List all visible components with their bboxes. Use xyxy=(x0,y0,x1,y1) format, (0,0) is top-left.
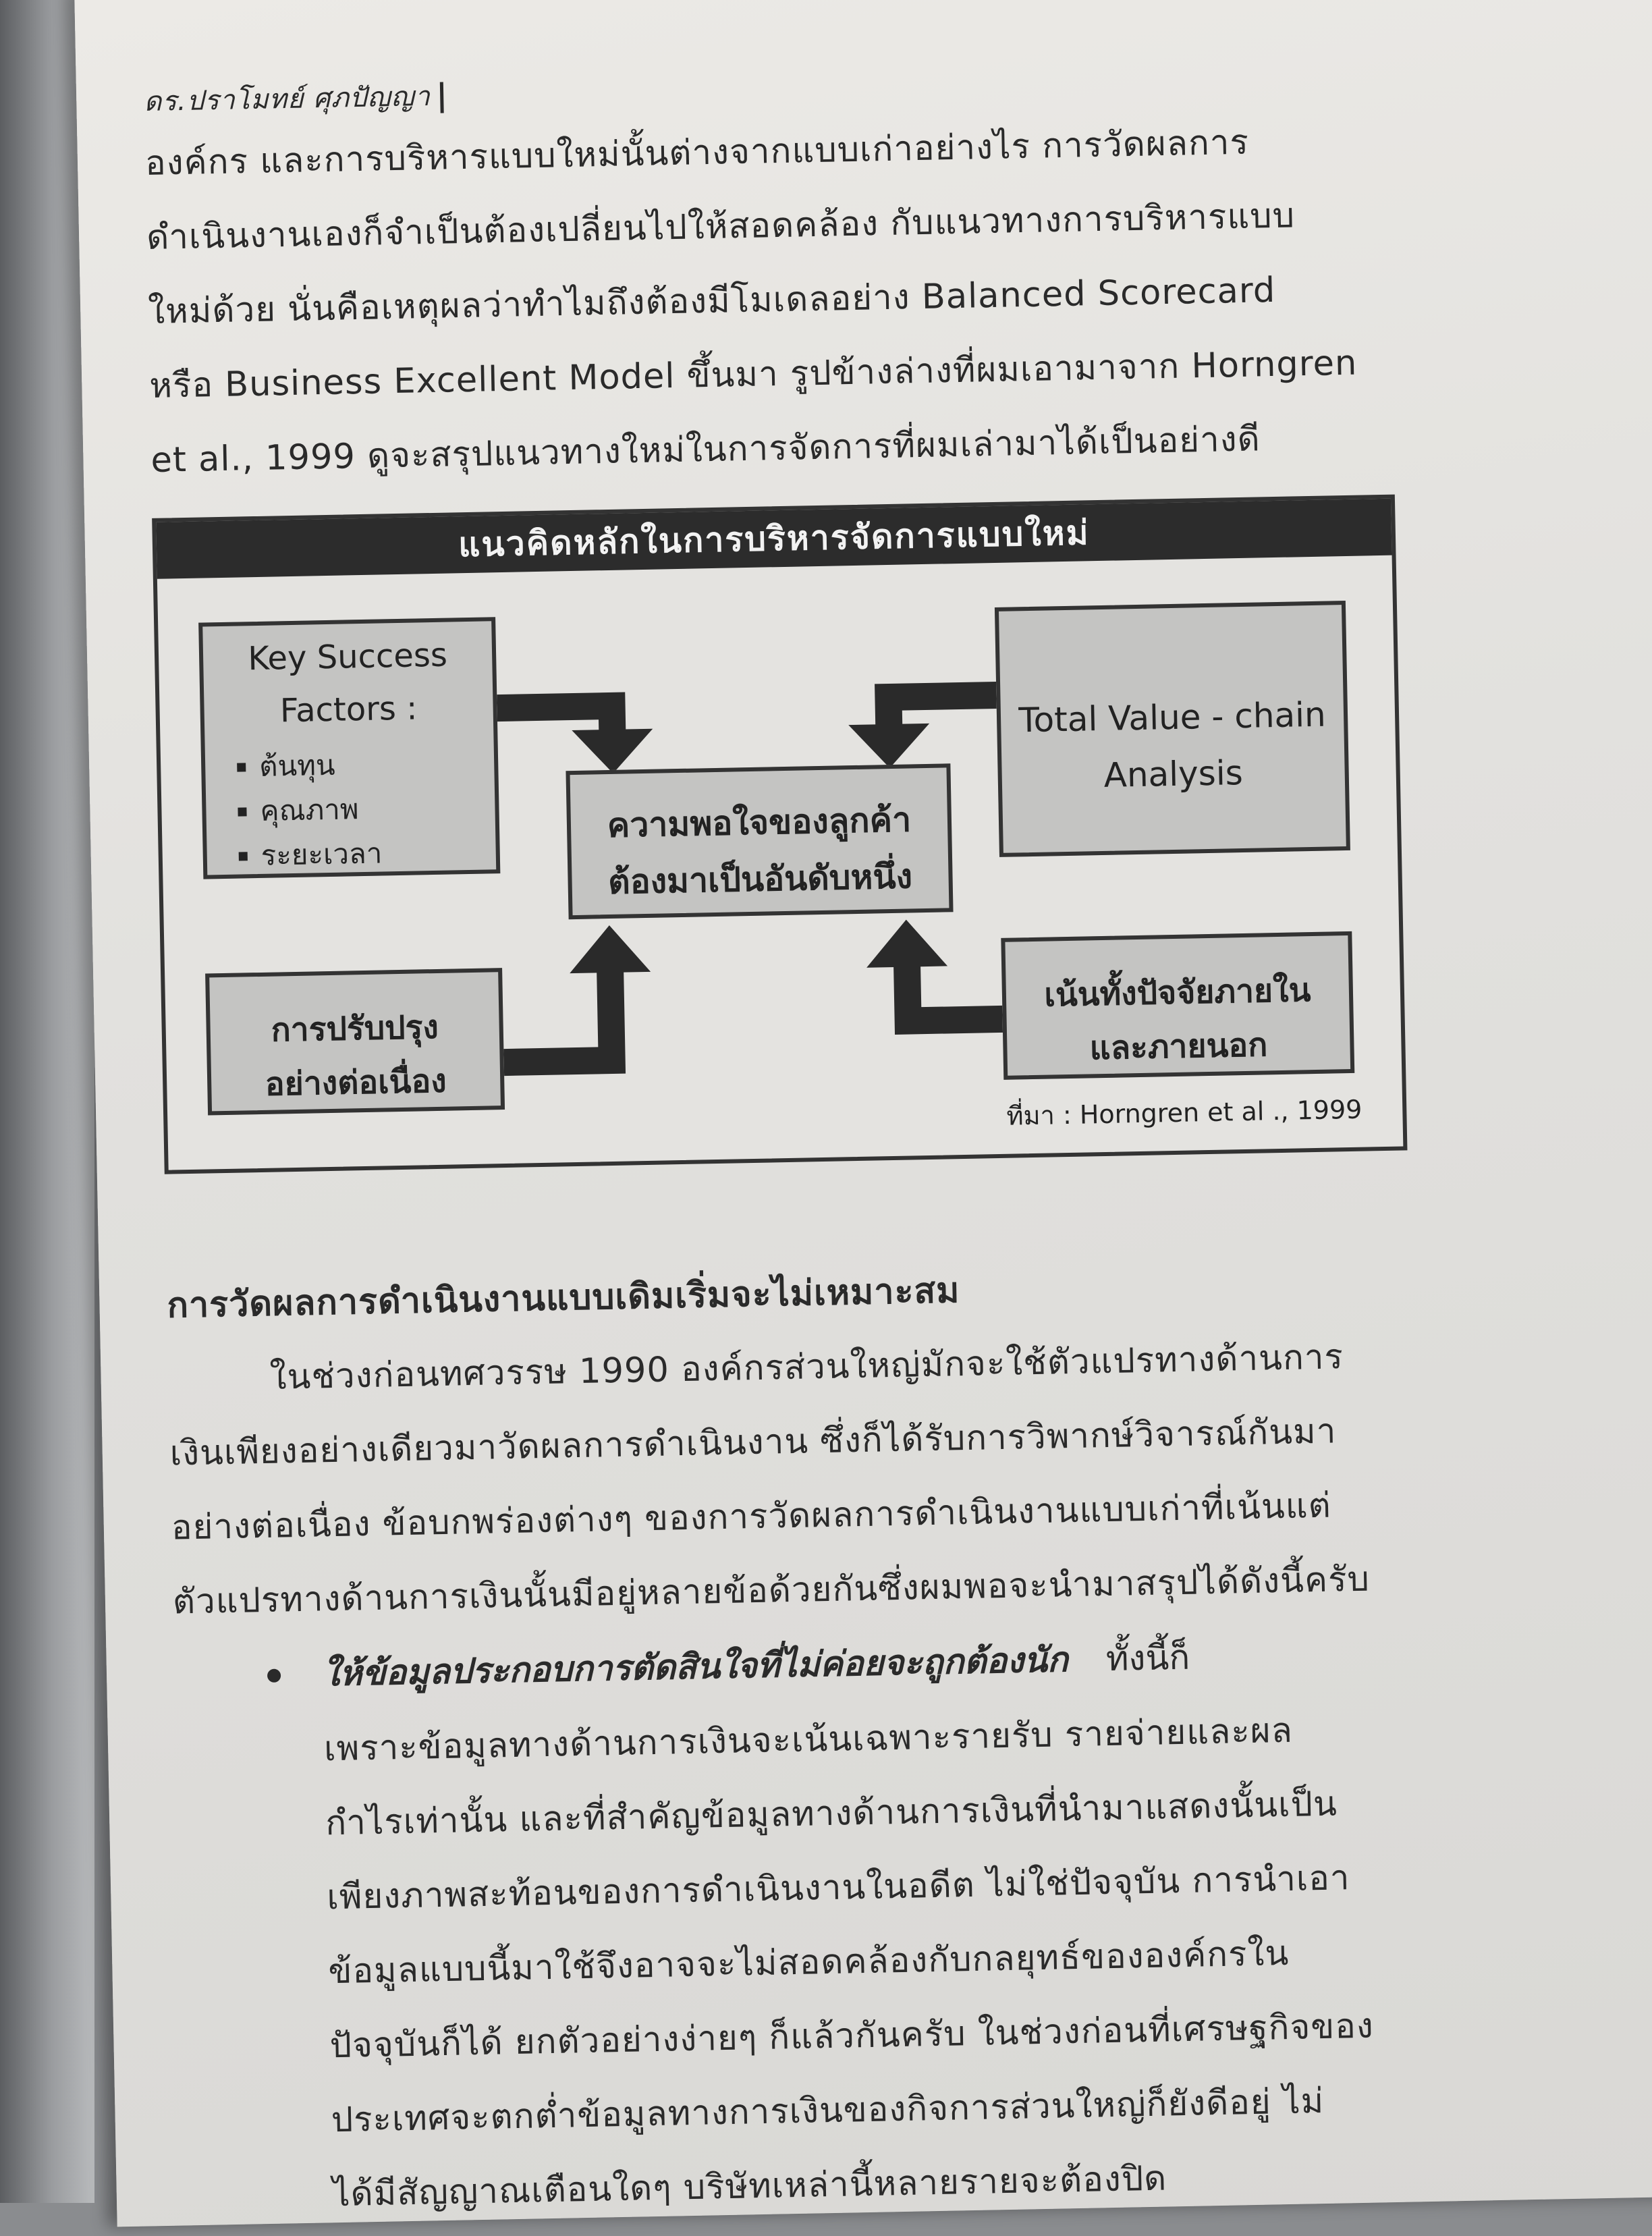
factors-line-2: และภายนอก xyxy=(1089,1026,1268,1068)
bullet-line-4: ข้อมูลแบบนี้มาใช้จึงอาจจะไม่สอดคล้องกับกลยุทธ์ขององค์กรใน xyxy=(327,1933,1290,1992)
bullet-bold-text: ให้ข้อมูลประกอบการตัดสินใจที่ไม่ค่อยจะถูกต้องนัก xyxy=(322,1640,1069,1695)
para-line-4: ตัวแปรทางด้านการเงินนั้นมีอยู่หลายข้อด้วยกันซึ่งผมพอจะนำมาสรุปได้ดังนี้ครับ xyxy=(172,1559,1371,1623)
bullet-line-1: เพราะข้อมูลทางด้านการเงินจะเน้นเฉพาะรายรับ รายจ่ายและผล xyxy=(323,1710,1294,1770)
para-line-3: อย่างต่อเนื่อง ข้อบกพร่องต่างๆ ของการวัดผลการดำเนินงานแบบเก่าที่เน้นแต่ xyxy=(171,1485,1332,1548)
bullet-line-7: ได้มีสัญญาณเตือนใดๆ บริษัทเหล่านี้หลายรายจะต้องปิด xyxy=(332,2158,1167,2215)
bullet-line-2: กำไรเท่านั้น และที่สำคัญข้อมูลทางด้านการเงินที่นำมาแสดงนั้นเป็น xyxy=(325,1784,1338,1844)
header-divider xyxy=(439,82,443,113)
ksf-item-cost: ▪ ต้นทุน xyxy=(259,740,495,789)
bullet-line-3: เพียงภาพสะท้อนของการดำเนินงานในอดีต ไม่ใช่ปัจจุบัน การนำเอา xyxy=(326,1858,1351,1918)
center-line-1: ความพอใจของลูกค้า xyxy=(607,800,912,846)
para-line-2: เงินเพียงอย่างเดียวมาวัดผลการดำเนินงาน ซึ่งก็ได้รับการวิพากษ์วิจารณ์กันมา xyxy=(169,1411,1337,1474)
value-chain-box: Total Value - chain Analysis xyxy=(995,601,1350,857)
arrow-improve-to-center xyxy=(501,925,653,1076)
intro-line-5: et al., 1999 ดูจะสรุปแนวทางใหม่ในการจัดการที่ผมเล่ามาได้เป็นอย่างดี xyxy=(150,419,1261,481)
management-concept-figure xyxy=(152,495,1407,1174)
factors-line-1: เน้นทั้งปัจจัยภายใน xyxy=(1043,971,1311,1014)
internal-external-factors-box xyxy=(1001,931,1354,1080)
book-page xyxy=(74,0,1652,2227)
author-name: ดร.ปราโมทย์ ศุภปัญญา xyxy=(143,80,431,118)
key-success-factors-box xyxy=(198,617,500,879)
customer-satisfaction-box xyxy=(566,763,953,919)
figure-source: ที่มา : Horngren et al ., 1999 xyxy=(1006,1094,1362,1131)
ksf-title: Key Success Factors : xyxy=(247,636,448,730)
bullet-line-6: ประเทศจะตกต่ำข้อมูลทางการเงินของกิจการส่วนใหญ่ก็ยังดีอยู่ ไม่ xyxy=(331,2081,1325,2141)
improve-line-2: อย่างต่อเนื่อง xyxy=(265,1062,447,1103)
para-line-1: ในช่วงก่อนทศวรรษ 1990 องค์กรส่วนใหญ่มักจะใช้ตัวแปรทางด้านการ xyxy=(269,1337,1344,1398)
intro-line-2: ดำเนินงานเองก็จำเป็นต้องเปลี่ยนไปให้สอดคล้อง กับแนวทางการบริหารแบบ xyxy=(146,196,1296,258)
continuous-improvement-box xyxy=(205,968,505,1115)
intro-line-1: องค์กร และการบริหารแบบใหม่นั้นต่างจากแบบเก่าอย่างไร การวัดผลการ xyxy=(144,122,1250,184)
ksf-item-time: ▪ ระยะเวลา xyxy=(260,829,496,878)
arrow-valuechain-to-center xyxy=(848,682,997,769)
arrow-ksf-to-center xyxy=(497,692,653,775)
ksf-list xyxy=(205,740,497,879)
page-content xyxy=(144,55,1467,2235)
ksf-item-quality: ▪ คุณภาพ xyxy=(260,784,495,834)
bullet-dot xyxy=(267,1669,281,1683)
improve-line-1: การปรับปรุง xyxy=(271,1008,439,1049)
bullet-line-5: ปัจจุบันก็ได้ ยกตัวอย่างง่ายๆ ก็แล้วกันครับ ในช่วงก่อนที่เศรษฐกิจของ xyxy=(329,2006,1375,2067)
section-heading: การวัดผลการดำเนินงานแบบเดิมเริ่มจะไม่เหมาะสม xyxy=(166,1270,961,1326)
figure-title: แนวคิดหลักในการบริหารจัดการแบบใหม่ xyxy=(156,499,1392,579)
center-line-2: ต้องมาเป็นอันดับหนึ่ง xyxy=(607,856,913,902)
bullet-tail-text: ทั้งนี้ก็ xyxy=(1105,1637,1190,1680)
intro-line-3: ใหม่ด้วย นั่นคือเหตุผลว่าทำไมถึงต้องมีโมเดลอย่าง Balanced Scorecard xyxy=(147,270,1276,332)
arrow-factors-to-center xyxy=(866,918,1003,1035)
intro-line-4: หรือ Business Excellent Model ขึ้นมา รูปข้างล่างที่ผมเอามาจาก Horngren xyxy=(148,343,1358,406)
